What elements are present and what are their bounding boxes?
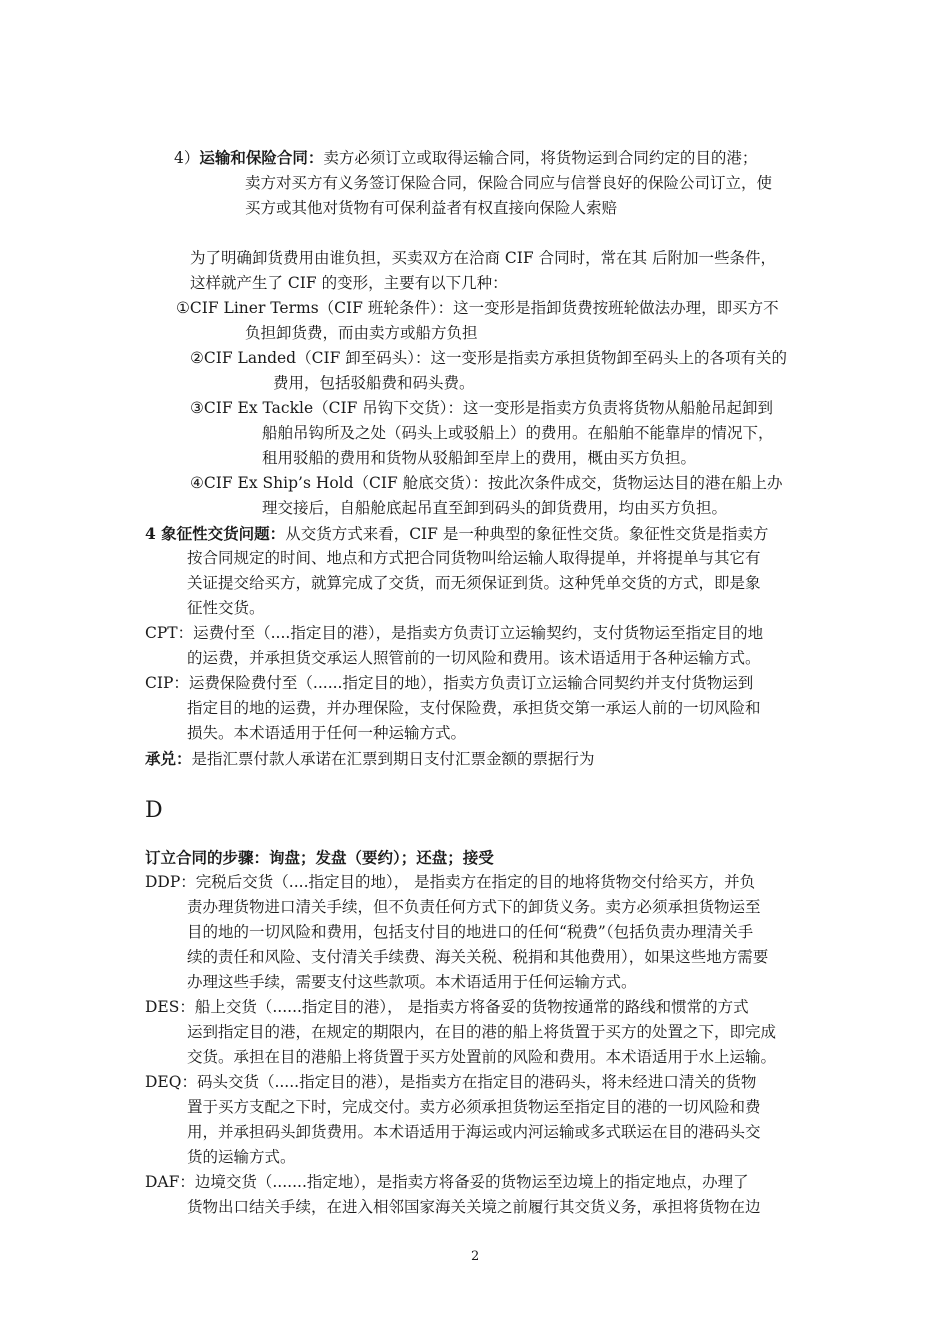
text-line <box>145 621 763 646</box>
text-line <box>190 271 508 296</box>
line-text: 置于买方支配之下时，完成交付。卖方必须承担货物运至指定目的港的一切风险和费 <box>187 1098 761 1116</box>
text-line <box>187 1120 761 1145</box>
line-text: 船舶吊钩所及之处（码头上或驳船上）的费用。在船舶不能靠岸的情况下， <box>262 424 774 442</box>
text-line <box>187 895 761 920</box>
line-text: 责办理货物进口清关手续，但不负责任何方式下的卸货义务。卖方必须承担货物运至 <box>187 898 761 916</box>
text-line <box>145 1170 749 1195</box>
text-line <box>190 471 782 496</box>
text-line <box>145 870 755 895</box>
line-text: 按合同规定的时间、地点和方式把合同货物叫给运输人取得提单，并将提单与其它有 <box>187 549 761 567</box>
text-line <box>145 845 494 871</box>
line-text: 征性交货。 <box>187 599 265 617</box>
text-line <box>187 1145 296 1170</box>
text-line <box>174 145 757 171</box>
text-line <box>245 321 478 346</box>
text-line <box>145 521 768 547</box>
page-number: 2 <box>471 1249 480 1264</box>
line-text: 办理这些手续，需要支付这些款项。本术语适用于任何运输方式。 <box>187 973 637 991</box>
line-text: 理交接后，自船舱底起吊直至卸到码头的卸货费用，均由买方负担。 <box>262 499 728 517</box>
text-line <box>262 421 774 446</box>
line-text: 货的运输方式。 <box>187 1148 296 1166</box>
line-text: 为了明确卸货费用由谁负担，买卖双方在洽商 CIF 合同时，常在其 后附加一些条件， <box>190 249 777 267</box>
line-text: DES：船上交货（......指定目的港）， 是指卖方将备妥的货物按通常的路线和惯常的方式 <box>145 998 749 1016</box>
line-text: ④CIF Ex Ship’s Hold（CIF 舱底交货）：按此次条件成交，货物运达目的港在船上办 <box>190 474 783 492</box>
text-line <box>190 346 787 371</box>
line-text: 损失。本术语适用于任何一种运输方式。 <box>187 724 467 742</box>
text-line <box>176 296 779 321</box>
line-text: 货物出口结关手续，在进入相邻国家海关关境之前履行其交货义务，承担将货物在边 <box>187 1198 761 1216</box>
bold-term: 运输和保险合同： <box>199 148 324 167</box>
text-line <box>187 596 265 621</box>
line-text: 这样就产生了 CIF 的变形，主要有以下几种： <box>190 274 508 292</box>
line-text: 交货。承担在目的港船上将货置于买方处置前的风险和费用。本术语适用于水上运输。 <box>187 1048 777 1066</box>
bold-term: 订立合同的步骤：询盘；发盘（要约）；还盘；接受 <box>145 848 494 867</box>
line-text: 指定目的地的运费，并办理保险，支付保险费，承担货交第一承运人前的一切风险和 <box>187 699 761 717</box>
text-line <box>187 945 768 970</box>
line-text: 卖方对买方有义务签订保险合同，保险合同应与信誉良好的保险公司订立，使 <box>245 174 773 192</box>
text-line <box>187 1195 761 1220</box>
line-text: 费用，包括驳船费和码头费。 <box>273 374 475 392</box>
line-text: ③CIF Ex Tackle（CIF 吊钩下交货）：这一变形是指卖方负责将货物从船舱吊起卸到 <box>190 399 774 417</box>
text-line <box>187 646 761 671</box>
line-text: 用，并承担码头卸货费用。本术语适用于海运或内河运输或多式联运在目的港码头交 <box>187 1123 761 1141</box>
text-line <box>145 1070 756 1095</box>
text-line <box>187 920 753 945</box>
bold-term: 承兑： <box>145 749 192 768</box>
text-line <box>145 746 595 772</box>
line-text: 从交货方式来看，CIF 是一种典型的象征性交货。象征性交货是指卖方 <box>285 525 769 543</box>
line-text: DAF：边境交货（.......指定地），是指卖方将备妥的货物运至边境上的指定地点，办理了 <box>145 1173 749 1191</box>
text-line <box>145 798 163 823</box>
line-text: 的运费，并承担货交承运人照管前的一切风险和费用。该术语适用于各种运输方式。 <box>187 649 761 667</box>
text-line <box>145 995 749 1020</box>
line-text: 卖方必须订立或取得运输合同，将货物运到合同约定的目的港； <box>323 149 758 167</box>
line-text: CPT：运费付至（....指定目的港），是指卖方负责订立运输契约，支付货物运至指定目的地 <box>145 624 764 642</box>
text-line <box>187 546 761 571</box>
text-line <box>187 970 637 995</box>
text-line <box>273 371 475 396</box>
text-line <box>187 696 761 721</box>
text-line <box>187 571 761 596</box>
line-text: CIP：运费保险费付至（......指定目的地），指卖方负责订立运输合同契约并支付货物运到 <box>145 674 754 692</box>
text-line <box>187 1020 776 1045</box>
text-line <box>190 396 773 421</box>
line-text: ②CIF Landed（CIF 卸至码头）：这一变形是指卖方承担货物卸至码头上的各项有关的 <box>190 349 788 367</box>
line-text: 租用驳船的费用和货物从驳船卸至岸上的费用，概由买方负担。 <box>262 449 697 467</box>
line-text: 目的地的一切风险和费用，包括支付目的地进口的任何“税费”（包括负责办理清关手 <box>187 923 754 941</box>
line-text: 买方或其他对货物有可保利益者有权直接向保险人索赔 <box>245 199 618 217</box>
line-text: DEQ：码头交货（.....指定目的港），是指卖方在指定目的港码头，将未经进口清关的货物 <box>145 1073 757 1091</box>
line-text: 运到指定目的港，在规定的期限内，在目的港的船上将货置于买方的处置之下，即完成 <box>187 1023 777 1041</box>
line-text: 4） <box>174 149 200 167</box>
text-line <box>187 721 466 746</box>
text-line <box>262 446 696 471</box>
text-line <box>262 496 727 521</box>
bold-term: 4 象征性交货问题： <box>145 524 286 543</box>
line-text: 关证提交给买方，就算完成了交货，而无须保证到货。这种凭单交货的方式，即是象 <box>187 574 761 592</box>
text-line <box>190 246 776 271</box>
line-text: 续的责任和风险、支付清关手续费、海关关税、税捐和其他费用），如果这些地方需要 <box>187 948 769 966</box>
line-text: DDP：完税后交货（....指定目的地）， 是指卖方在指定的目的地将货物交付给买方，并负 <box>145 873 756 891</box>
text-line <box>187 1095 761 1120</box>
text-line <box>187 1045 776 1070</box>
line-text: 是指汇票付款人承诺在汇票到期日支付汇票金额的票据行为 <box>191 750 595 768</box>
line-text: 负担卸货费，而由卖方或船方负担 <box>245 324 478 342</box>
text-line <box>245 171 772 196</box>
line-text: ①CIF Liner Terms（CIF 班轮条件）：这一变形是指卸货费按班轮做法办理，即买方不 <box>176 299 779 317</box>
text-line <box>245 196 617 221</box>
text-line <box>145 671 753 696</box>
line-text: D <box>145 798 163 823</box>
